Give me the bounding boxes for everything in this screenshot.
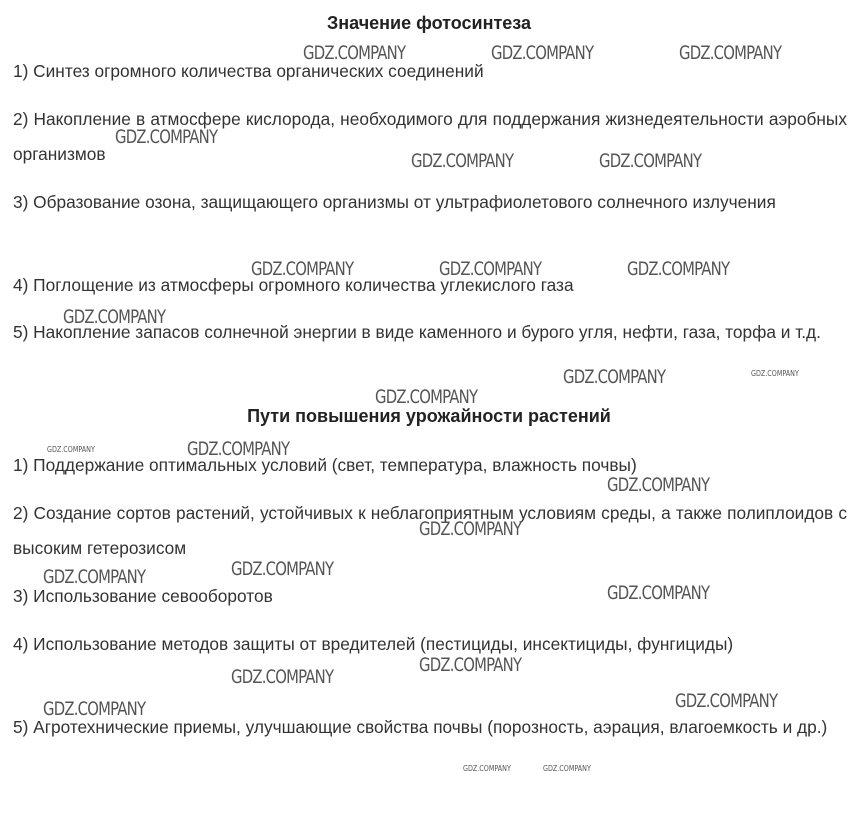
watermark: GDZ.COMPANY bbox=[251, 258, 354, 280]
watermark: GDZ.COMPANY bbox=[491, 42, 594, 64]
watermark: GDZ.COMPANY bbox=[419, 654, 522, 676]
list-item: 5) Агротехнические приемы, улучшающие свойства почвы (порозность, аэрация, влагоемкость и др.) bbox=[13, 717, 828, 737]
list-item: 1) Поддержание оптимальных условий (свет, температура, влажность почвы) bbox=[13, 455, 637, 475]
list-item: 2) Накопление в атмосфере кислорода, необходимого для поддержания жизнедеятельности аэробных организмов bbox=[13, 109, 847, 164]
watermark: GDZ.COMPANY bbox=[43, 566, 146, 588]
watermark: GDZ.COMPANY bbox=[187, 438, 290, 460]
watermark: GDZ.COMPANY bbox=[543, 764, 591, 773]
watermark: GDZ.COMPANY bbox=[675, 690, 778, 712]
list-item: 5) Накопление запасов солнечной энергии в виде каменного и бурого угля, нефти, газа, торфа и т.д. bbox=[13, 322, 821, 342]
watermark: GDZ.COMPANY bbox=[43, 698, 146, 720]
section-title-yield: Пути повышения урожайности растений bbox=[247, 406, 611, 426]
list-item: 1) Синтез огромного количества органических соединений bbox=[13, 61, 484, 81]
list-item: 4) Использование методов защиты от вредителей (пестициды, инсектициды, фунгициды) bbox=[13, 634, 734, 654]
section-title-photosynthesis: Значение фотосинтеза bbox=[326, 13, 531, 33]
watermark: GDZ.COMPANY bbox=[303, 42, 406, 64]
watermark: GDZ.COMPANY bbox=[751, 369, 799, 378]
watermark: GDZ.COMPANY bbox=[599, 150, 702, 172]
watermark: GDZ.COMPANY bbox=[63, 306, 166, 328]
watermark: GDZ.COMPANY bbox=[563, 366, 666, 388]
list-item: 4) Поглощение из атмосферы огромного количества углекислого газа bbox=[13, 275, 574, 295]
watermark: GDZ.COMPANY bbox=[463, 764, 511, 773]
watermark: GDZ.COMPANY bbox=[419, 518, 522, 540]
list-item: 3) Образование озона, защищающего организмы от ультрафиолетового солнечного излучения bbox=[13, 192, 776, 212]
watermark: GDZ.COMPANY bbox=[231, 666, 334, 688]
watermark: GDZ.COMPANY bbox=[375, 386, 478, 408]
watermark: GDZ.COMPANY bbox=[439, 258, 542, 280]
watermark: GDZ.COMPANY bbox=[679, 42, 782, 64]
watermark: GDZ.COMPANY bbox=[115, 126, 218, 148]
watermark: GDZ.COMPANY bbox=[411, 150, 514, 172]
watermark: GDZ.COMPANY bbox=[607, 582, 710, 604]
watermark: GDZ.COMPANY bbox=[607, 474, 710, 496]
watermark: GDZ.COMPANY bbox=[231, 558, 334, 580]
list-item: 2) Создание сортов растений, устойчивых к неблагоприятным условиям среды, а также полиплоидов с высоким гетерозисом bbox=[13, 503, 847, 558]
list-item: 3) Использование севооборотов bbox=[13, 586, 273, 606]
watermark: GDZ.COMPANY bbox=[47, 445, 95, 454]
watermark: GDZ.COMPANY bbox=[627, 258, 730, 280]
